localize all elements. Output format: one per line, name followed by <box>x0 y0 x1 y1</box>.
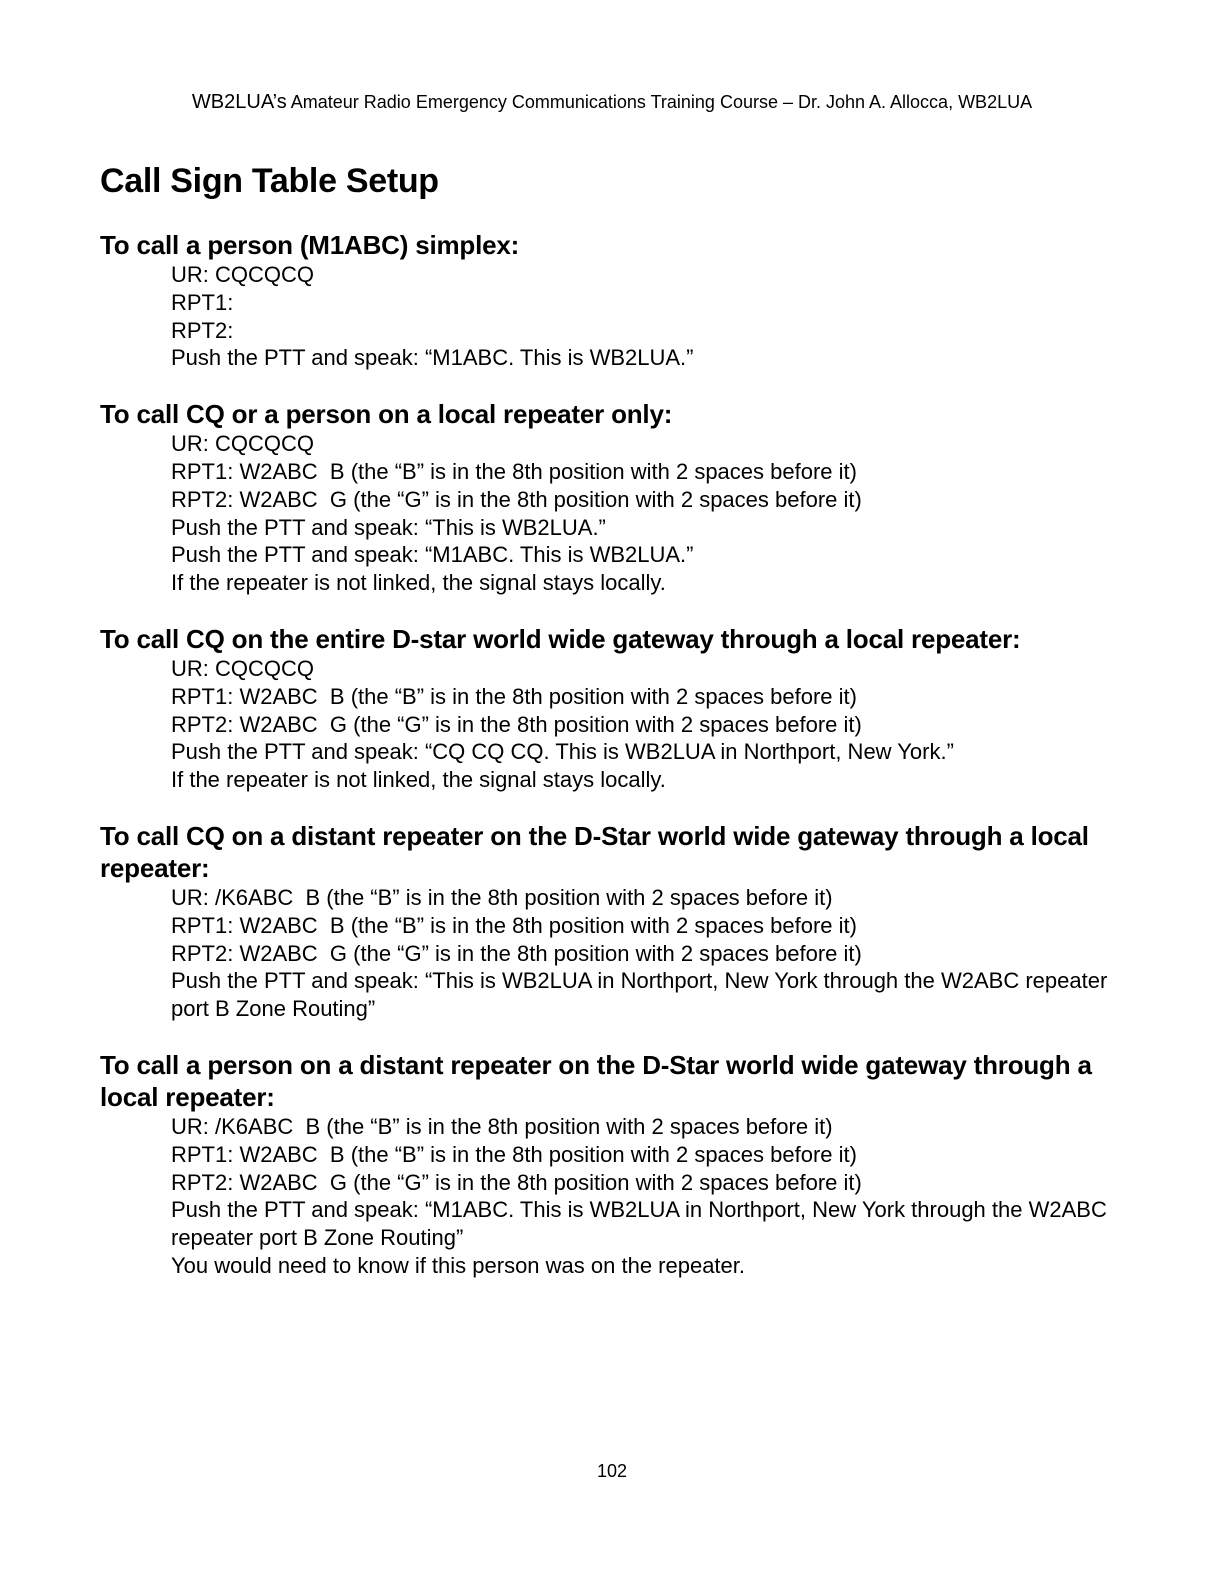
instruction-line: Push the PTT and speak: “This is WB2LUA in Northport, New York through the W2ABC repeater port B Zone Routing” <box>171 968 1114 1022</box>
setting-line: RPT2: W2ABC G (the “G” is in the 8th position with 2 spaces before it) <box>171 711 862 737</box>
setting-line: RPT2: W2ABC G (the “G” is in the 8th position with 2 spaces before it) <box>171 486 862 512</box>
section-heading: To call CQ on the entire D-star world wide gateway through a local repeater: <box>100 623 1021 654</box>
section-worldwide-gateway <box>100 623 1110 794</box>
setting-line: RPT2: W2ABC G (the “G” is in the 8th position with 2 spaces before it) <box>171 940 862 966</box>
section-heading: To call a person on a distant repeater on the D-Star world wide gateway through a local repeater: <box>100 1049 1092 1112</box>
note-line: If the repeater is not linked, the signal stays locally. <box>171 767 666 793</box>
setting-line: RPT2: <box>171 317 234 343</box>
setting-line: UR: CQCQCQ <box>171 431 314 457</box>
instruction-line: Push the PTT and speak: “M1ABC. This is WB2LUA.” <box>171 542 694 568</box>
section-lines <box>100 884 1114 1023</box>
page-number: 102 <box>596 1461 628 1481</box>
note-line: You would need to know if this person was on the repeater. <box>171 1252 746 1278</box>
note-line: If the repeater is not linked, the signal stays locally. <box>171 570 666 596</box>
header-callsign: WB2LUA’s <box>191 91 287 113</box>
section-lines <box>100 261 1110 372</box>
instruction-line: Push the PTT and speak: “CQ CQ CQ. This is WB2LUA in Northport, New York.” <box>171 739 954 765</box>
setting-line: RPT1: <box>171 289 234 315</box>
header-course-text: Amateur Radio Emergency Communications Training Course – Dr. John A. Allocca, WB2LUA <box>286 92 1033 112</box>
section-heading: To call CQ or a person on a local repeater only: <box>100 399 673 430</box>
instruction-line: Push the PTT and speak: “M1ABC. This is WB2LUA in Northport, New York through the W2ABC repeater port B Zone Routing” <box>171 1197 1113 1251</box>
setting-line: RPT1: W2ABC B (the “B” is in the 8th position with 2 spaces before it) <box>171 912 857 938</box>
setting-line: RPT1: W2ABC B (the “B” is in the 8th position with 2 spaces before it) <box>171 1141 857 1167</box>
page-title: Call Sign Table Setup <box>100 162 439 200</box>
setting-line: RPT1: W2ABC B (the “B” is in the 8th position with 2 spaces before it) <box>171 458 857 484</box>
section-lines <box>100 430 1110 597</box>
section-heading: To call CQ on a distant repeater on the D-Star world wide gateway through a local repeater: <box>100 820 1089 883</box>
section-lines <box>100 655 1110 794</box>
setting-line: UR: CQCQCQ <box>171 262 314 287</box>
section-local-repeater <box>100 398 1110 597</box>
section-simplex <box>100 229 1110 372</box>
document-body <box>100 229 1114 1306</box>
section-distant-repeater-cq <box>100 820 1114 1023</box>
setting-line: RPT1: W2ABC B (the “B” is in the 8th position with 2 spaces before it) <box>171 683 857 709</box>
setting-line: UR: /K6ABC B (the “B” is in the 8th position with 2 spaces before it) <box>171 884 833 910</box>
setting-line: RPT2: W2ABC G (the “G” is in the 8th position with 2 spaces before it) <box>171 1169 862 1195</box>
section-lines <box>100 1113 1113 1280</box>
setting-line: UR: /K6ABC B (the “B” is in the 8th position with 2 spaces before it) <box>171 1113 833 1139</box>
instruction-line: Push the PTT and speak: “M1ABC. This is WB2LUA.” <box>171 345 694 371</box>
section-heading: To call a person (M1ABC) simplex: <box>100 230 520 260</box>
setting-line: UR: CQCQCQ <box>171 655 314 681</box>
section-distant-repeater-person <box>100 1049 1113 1280</box>
running-header <box>0 90 1224 114</box>
instruction-line: Push the PTT and speak: “This is WB2LUA.” <box>171 514 606 540</box>
